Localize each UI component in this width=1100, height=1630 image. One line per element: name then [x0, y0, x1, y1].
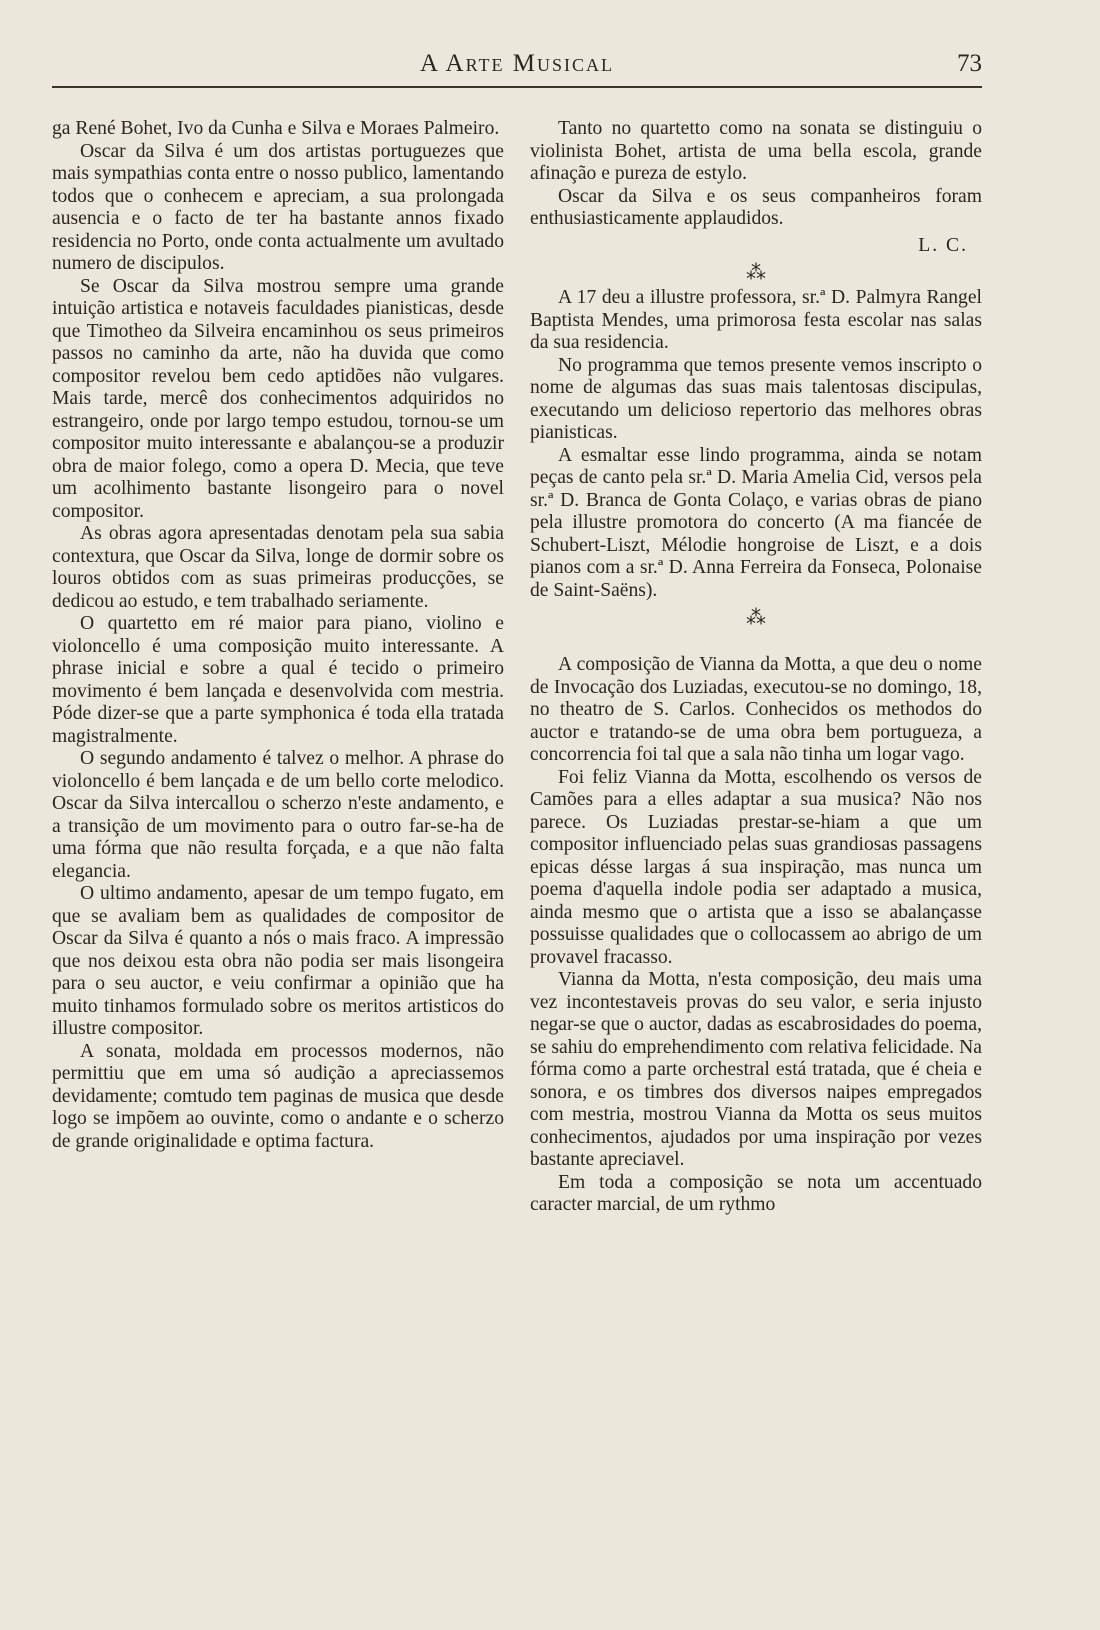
- paragraph: No programma que temos presente vemos inscripto o nome de algumas das suas mais talentosas discipulas, executando um delicioso repertorio das melhores obras pianisticas.: [530, 354, 982, 443]
- paragraph: Oscar da Silva é um dos artistas portuguezes que mais sympathias conta entre o nosso publico, lamentando todos que o conhecem e apreciam, a sua prolongada ausencia e o facto de ter ha bastante annos fixado residencia no Porto, onde conta actualmente um avultado numero de discipulos.: [52, 140, 504, 274]
- paragraph: Vianna da Motta, n'esta composição, deu mais uma vez incontestaveis provas do seu valor, e seria injusto negar-se que o auctor, dadas as escabrosidades do poema, se sahiu do emprehendimento com relativa felicidade. Na fórma como a parte orchestral está tratada, que é cheia e sonora, e os timbres dos diversos naipes empregados com mestria, mostrou Vianna da Motta os seus muitos conhecimentos, ajudados por uma inspiração por vezes bastante apreciavel.: [530, 969, 982, 1170]
- running-title: A Arte Musical: [420, 50, 614, 77]
- page-header: [52, 50, 982, 86]
- right-column: [530, 118, 982, 1217]
- page-number: 73: [957, 50, 982, 77]
- paragraph: A 17 deu a illustre professora, sr.ª D. Palmyra Rangel Baptista Mendes, uma primorosa festa escolar nas salas da sua residencia.: [530, 287, 982, 353]
- paragraph: ga René Bohet, Ivo da Cunha e Silva e Moraes Palmeiro.: [52, 118, 500, 139]
- paragraph: Tanto no quartetto como na sonata se distinguiu o violinista Bohet, artista de uma bella escola, grande afinação e pureza de estylo.: [530, 118, 982, 184]
- asterism-divider: ⁂: [746, 262, 766, 284]
- paragraph: As obras agora apresentadas denotam pela sua sabia contextura, que Oscar da Silva, longe de dormir sobre os louros obtidos com as suas primeiras producções, se dedicou ao estudo, e tem trabalhado seriamente.: [52, 523, 504, 612]
- paragraph: O segundo andamento é talvez o melhor. A phrase do violoncello é bem lançada e de um bello corte melodico. Oscar da Silva intercallou o scherzo n'este andamento, e a transição de um movimento para o outro far-se-ha de uma fórma que não resulta forçada, e a que não falta elegancia.: [52, 748, 504, 882]
- paragraph: Foi feliz Vianna da Motta, escolhendo os versos de Camões para a elles adaptar a sua musica? Não nos parece. Os Luziadas prestar-se-hiam a que um compositor influenciado pelas suas grandiosas passagens epicas désse largas á sua inspiração, mas nunca um poema d'aquella indole podia ser adaptado a musica, ainda mesmo que o artista que a isso se abalançasse possuisse qualidades que o collocassem ao abrigo de um provavel fracasso.: [530, 766, 982, 968]
- paragraph: O ultimo andamento, apesar de um tempo fugato, em que se avaliam bem as qualidades de compositor de Oscar da Silva é quanto a nós o mais fraco. A impressão que nos deixou esta obra não podia ser mais lisongeira para o seu auctor, e veiu confirmar a opinião que ha muito tinhamos formulado sobre os meritos artisticos do illustre compositor.: [52, 883, 504, 1039]
- header-rule: [52, 86, 982, 88]
- paragraph: O quartetto em ré maior para piano, violino e violoncello é uma composição muito interessante. A phrase inicial e sobre a qual é tecido o primeiro movimento é bem lançada e desenvolvida com mestria. Póde dizer-se que a parte symphonica é toda ella tratada magistralmente.: [52, 613, 504, 747]
- paragraph: A composição de Vianna da Motta, a que deu o nome de Invocação dos Luziadas, executou-se no domingo, 18, no theatro de S. Carlos. Conhecidos os methodos do auctor e tratando-se de uma obra bem portugueza, a concorrencia foi tal que a sala não tinha um logar vago.: [530, 654, 982, 765]
- section-spacer: [530, 632, 982, 654]
- left-column: [52, 118, 504, 1153]
- paragraph: Oscar da Silva e os seus companheiros foram enthusiasticamente applaudidos.: [530, 185, 982, 229]
- paragraph: A sonata, moldada em processos modernos, não permittiu que em uma só audição a apreciassemos devidamente; comtudo tem paginas de musica que desde logo se impõem ao ouvinte, como o andante e o scherzo de grande originalidade e optima factura.: [52, 1040, 504, 1152]
- asterism-divider: ⁂: [746, 607, 766, 629]
- author-signature: L. C.: [918, 234, 968, 256]
- paragraph: Em toda a composição se nota um accentuado caracter marcial, de um rythmo: [530, 1171, 982, 1215]
- paragraph: Se Oscar da Silva mostrou sempre uma grande intuição artistica e notaveis faculdades pianisticas, desde que Timotheo da Silveira encaminhou os seus primeiros passos no caminho da arte, não ha duvida que como compositor revelou bem cedo aptidões não vulgares. Mais tarde, mercê dos conhecimentos adquiridos no estrangeiro, onde por largo tempo estudou, tornou-se um compositor muito interessante e abalançou-se a produzir obra de maior folego, como a opera D. Mecia, que teve um acolhimento bastante lisongeiro para o novel compositor.: [52, 275, 504, 522]
- paragraph: A esmaltar esse lindo programma, ainda se notam peças de canto pela sr.ª D. Maria Amelia Cid, versos pela sr.ª D. Branca de Gonta Colaço, e varias obras de piano pela illustre promotora do concerto (A ma fiancée de Schubert-Liszt, Mélodie hongroise de Liszt, e a dois pianos com a sr.ª D. Anna Ferreira da Fonseca, Polonaise de Saint-Saëns).: [530, 444, 982, 601]
